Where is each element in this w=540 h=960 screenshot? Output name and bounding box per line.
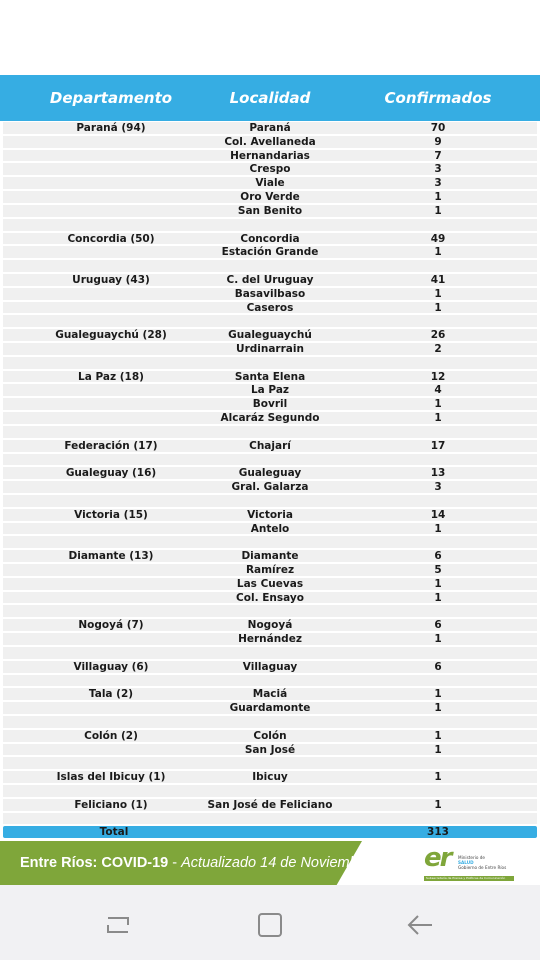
recents-button[interactable] xyxy=(98,905,138,945)
cell-localidad: Santa Elena xyxy=(234,370,306,383)
table-row xyxy=(0,411,540,425)
table-row xyxy=(0,729,540,743)
table-row xyxy=(0,812,540,826)
table-row xyxy=(0,535,540,549)
table-row xyxy=(0,770,540,784)
cell-localidad: Concordia xyxy=(240,232,300,245)
cell-localidad xyxy=(160,259,380,273)
table-row xyxy=(0,121,540,135)
cell-confirmados: 17 xyxy=(430,439,446,452)
cell-confirmados: 1 xyxy=(434,412,442,425)
table-row xyxy=(0,301,540,315)
table-row xyxy=(0,508,540,522)
cell-localidad: Colón xyxy=(253,729,287,742)
cell-confirmados: 1 xyxy=(434,702,442,715)
footer-caption xyxy=(20,841,371,885)
table-row xyxy=(0,439,540,453)
cell-confirmados: 1 xyxy=(434,591,442,604)
table-row xyxy=(0,342,540,356)
cell-localidad: Gualeguaychú xyxy=(228,329,312,342)
cell-localidad: Hernández xyxy=(238,633,302,646)
table-row xyxy=(0,453,540,467)
cell-localidad: Caseros xyxy=(246,301,294,314)
table-row xyxy=(0,232,540,246)
cell-localidad: Victoria xyxy=(247,508,293,521)
cell-departamento: Colón (2) xyxy=(84,729,138,742)
cell-localidad: Maciá xyxy=(252,688,288,701)
cell-confirmados xyxy=(398,453,478,467)
cell-departamento: Gualeguaychú (28) xyxy=(55,329,167,342)
cell-confirmados: 1 xyxy=(434,633,442,646)
cell-confirmados: 49 xyxy=(430,232,446,245)
total-value: 313 xyxy=(427,826,449,838)
cell-confirmados xyxy=(398,604,478,618)
cell-departamento: Victoria (15) xyxy=(74,508,148,521)
total-row xyxy=(3,826,537,838)
logo-line2: SALUD xyxy=(458,860,474,865)
logo-strip xyxy=(424,876,514,881)
cell-confirmados xyxy=(398,314,478,328)
table-row xyxy=(0,687,540,701)
table-row xyxy=(0,162,540,176)
cell-localidad xyxy=(160,218,380,232)
table-header xyxy=(0,75,540,121)
cell-confirmados xyxy=(398,356,478,370)
cell-confirmados xyxy=(398,259,478,273)
table-row xyxy=(0,715,540,729)
cell-confirmados: 1 xyxy=(434,301,442,314)
table-row xyxy=(0,632,540,646)
cell-confirmados: 1 xyxy=(434,798,442,811)
cell-departamento: Concordia (50) xyxy=(67,232,155,245)
table-row xyxy=(0,149,540,163)
ministerio-salud-logo xyxy=(424,845,520,883)
table-row xyxy=(0,494,540,508)
cell-localidad xyxy=(160,674,380,688)
cell-localidad: Urdinarrain xyxy=(236,343,304,355)
cell-localidad xyxy=(160,453,380,467)
cell-localidad: Villaguay xyxy=(242,660,298,673)
table-body xyxy=(0,121,540,825)
cell-confirmados xyxy=(398,646,478,660)
cell-localidad: Guardamonte xyxy=(229,702,311,715)
cell-confirmados: 4 xyxy=(434,384,442,397)
header-localidad: Localidad xyxy=(229,89,311,107)
cell-localidad: Antelo xyxy=(250,522,290,535)
total-label: Total xyxy=(99,826,129,838)
cell-localidad: Col. Avellaneda xyxy=(224,135,316,148)
table-row xyxy=(0,798,540,812)
logo-line1: Ministerio de xyxy=(458,855,486,860)
cell-confirmados: 1 xyxy=(434,204,442,217)
cell-departamento: Gualeguay (16) xyxy=(65,467,157,480)
table-row xyxy=(0,328,540,342)
cell-localidad: San José de Feliciano xyxy=(207,798,333,811)
cell-localidad: Ramírez xyxy=(245,564,295,576)
cell-confirmados: 1 xyxy=(434,522,442,535)
table-row xyxy=(0,245,540,259)
cell-confirmados xyxy=(398,715,478,729)
cell-confirmados: 14 xyxy=(430,508,446,521)
table-row xyxy=(0,756,540,770)
cell-localidad: La Paz xyxy=(250,384,290,397)
cell-confirmados xyxy=(398,425,478,439)
header-departamento: Departamento xyxy=(49,89,173,107)
table-row xyxy=(0,701,540,715)
cell-localidad: Gualeguay xyxy=(238,467,302,480)
cell-localidad xyxy=(160,604,380,618)
cell-confirmados: 12 xyxy=(430,370,446,383)
cell-confirmados: 41 xyxy=(430,273,446,286)
cell-localidad xyxy=(160,425,380,439)
cell-confirmados xyxy=(398,756,478,770)
cell-localidad xyxy=(160,646,380,660)
footer-banner xyxy=(0,841,540,885)
table-row xyxy=(0,743,540,757)
cell-confirmados: 1 xyxy=(434,688,442,701)
cell-departamento: Villaguay (6) xyxy=(73,660,149,673)
cell-confirmados: 3 xyxy=(434,163,442,176)
table-row xyxy=(0,784,540,798)
cell-confirmados: 1 xyxy=(434,743,442,756)
table-row xyxy=(0,190,540,204)
back-button[interactable] xyxy=(400,905,440,945)
cell-confirmados: 1 xyxy=(434,191,442,204)
table-row xyxy=(0,660,540,674)
table-row xyxy=(0,522,540,536)
cell-localidad: Crespo xyxy=(249,163,291,176)
cell-departamento: Tala (2) xyxy=(88,688,134,701)
logo-line3: Gobierno de Entre Ríos xyxy=(458,865,507,870)
cell-localidad xyxy=(160,784,380,798)
cell-departamento: Nogoyá (7) xyxy=(78,619,144,632)
cell-localidad: San Benito xyxy=(237,204,303,217)
cell-departamento: Islas del Ibicuy (1) xyxy=(56,771,166,784)
cell-localidad: Paraná xyxy=(249,122,291,134)
footer-title: Entre Ríos: COVID-19 xyxy=(20,855,169,871)
cell-confirmados: 5 xyxy=(434,564,442,576)
cell-localidad: Las Cuevas xyxy=(236,577,304,590)
cell-confirmados xyxy=(398,674,478,688)
cell-localidad xyxy=(160,812,380,826)
recents-icon xyxy=(98,905,138,945)
cell-confirmados: 1 xyxy=(434,577,442,590)
table-row xyxy=(0,549,540,563)
cell-localidad: Viale xyxy=(255,177,285,190)
table-row xyxy=(0,397,540,411)
logo-strip-text: Subsecretaría de Prensa y Políticas de Comunicación xyxy=(426,876,506,880)
cell-confirmados: 7 xyxy=(434,149,442,162)
cell-confirmados: 70 xyxy=(430,122,446,134)
table-row xyxy=(0,314,540,328)
cell-localidad: Ibicuy xyxy=(252,771,288,784)
cell-localidad xyxy=(160,756,380,770)
home-button[interactable] xyxy=(250,905,290,945)
cell-localidad: Nogoyá xyxy=(247,619,293,632)
cell-localidad: Gral. Galarza xyxy=(231,481,309,494)
table-row xyxy=(0,618,540,632)
cell-localidad: Bovril xyxy=(252,398,288,411)
cell-departamento: La Paz (18) xyxy=(78,370,144,383)
footer-separator: - xyxy=(168,855,182,871)
cell-localidad: Basavilbaso xyxy=(234,287,306,300)
table-row xyxy=(0,577,540,591)
table-row xyxy=(0,135,540,149)
cell-confirmados: 26 xyxy=(430,329,446,342)
cell-localidad xyxy=(160,494,380,508)
cell-confirmados: 1 xyxy=(434,398,442,411)
cell-localidad: Diamante xyxy=(241,550,299,563)
table-row xyxy=(0,425,540,439)
cell-confirmados: 9 xyxy=(434,135,442,148)
cell-localidad: Oro Verde xyxy=(240,191,300,204)
status-bar-area xyxy=(0,0,540,75)
table-row xyxy=(0,218,540,232)
cell-departamento: Feliciano (1) xyxy=(74,798,148,811)
cell-departamento: Uruguay (43) xyxy=(72,273,150,286)
back-icon xyxy=(400,905,440,945)
table-row xyxy=(0,480,540,494)
table-row xyxy=(0,466,540,480)
table-row xyxy=(0,674,540,688)
cell-localidad: Hernandarias xyxy=(230,149,310,162)
cell-localidad: San José xyxy=(244,743,296,756)
cell-confirmados xyxy=(398,218,478,232)
cell-confirmados: 6 xyxy=(434,619,442,632)
cell-departamento: Paraná (94) xyxy=(76,122,146,134)
cell-confirmados xyxy=(398,784,478,798)
android-nav-bar xyxy=(0,885,540,960)
footer-subtitle: Actualizado 14 de Noviembre xyxy=(181,855,371,871)
cell-localidad xyxy=(160,715,380,729)
cell-confirmados: 1 xyxy=(434,771,442,784)
header-confirmados: Confirmados xyxy=(384,89,492,107)
cell-localidad xyxy=(160,314,380,328)
cell-confirmados: 1 xyxy=(434,729,442,742)
cell-confirmados xyxy=(398,812,478,826)
cell-confirmados: 2 xyxy=(434,343,442,355)
cell-localidad xyxy=(160,356,380,370)
table-row xyxy=(0,176,540,190)
table-row xyxy=(0,383,540,397)
table-row xyxy=(0,287,540,301)
cell-confirmados: 3 xyxy=(434,481,442,494)
table-row xyxy=(0,604,540,618)
cell-confirmados: 1 xyxy=(434,287,442,300)
cell-confirmados: 13 xyxy=(430,467,446,480)
table-row xyxy=(0,646,540,660)
cell-localidad: C. del Uruguay xyxy=(226,273,314,286)
home-icon xyxy=(250,905,290,945)
cell-confirmados: 3 xyxy=(434,177,442,190)
cell-confirmados xyxy=(398,494,478,508)
cell-localidad xyxy=(160,535,380,549)
table-row xyxy=(0,370,540,384)
er-logo-mark: er xyxy=(424,843,451,873)
table-row xyxy=(0,591,540,605)
cell-confirmados: 6 xyxy=(434,550,442,563)
cell-confirmados: 1 xyxy=(434,246,442,259)
cell-confirmados: 6 xyxy=(434,660,442,673)
table-row xyxy=(0,204,540,218)
table-row xyxy=(0,273,540,287)
cell-localidad: Col. Ensayo xyxy=(236,591,304,604)
table-row xyxy=(0,563,540,577)
cell-departamento: Federación (17) xyxy=(64,439,158,452)
table-row xyxy=(0,356,540,370)
cell-confirmados xyxy=(398,535,478,549)
cell-localidad: Chajarí xyxy=(249,439,291,452)
table-row xyxy=(0,259,540,273)
cell-localidad: Alcaráz Segundo xyxy=(220,412,320,425)
cell-localidad: Estación Grande xyxy=(221,246,319,259)
cell-departamento: Diamante (13) xyxy=(68,550,154,563)
